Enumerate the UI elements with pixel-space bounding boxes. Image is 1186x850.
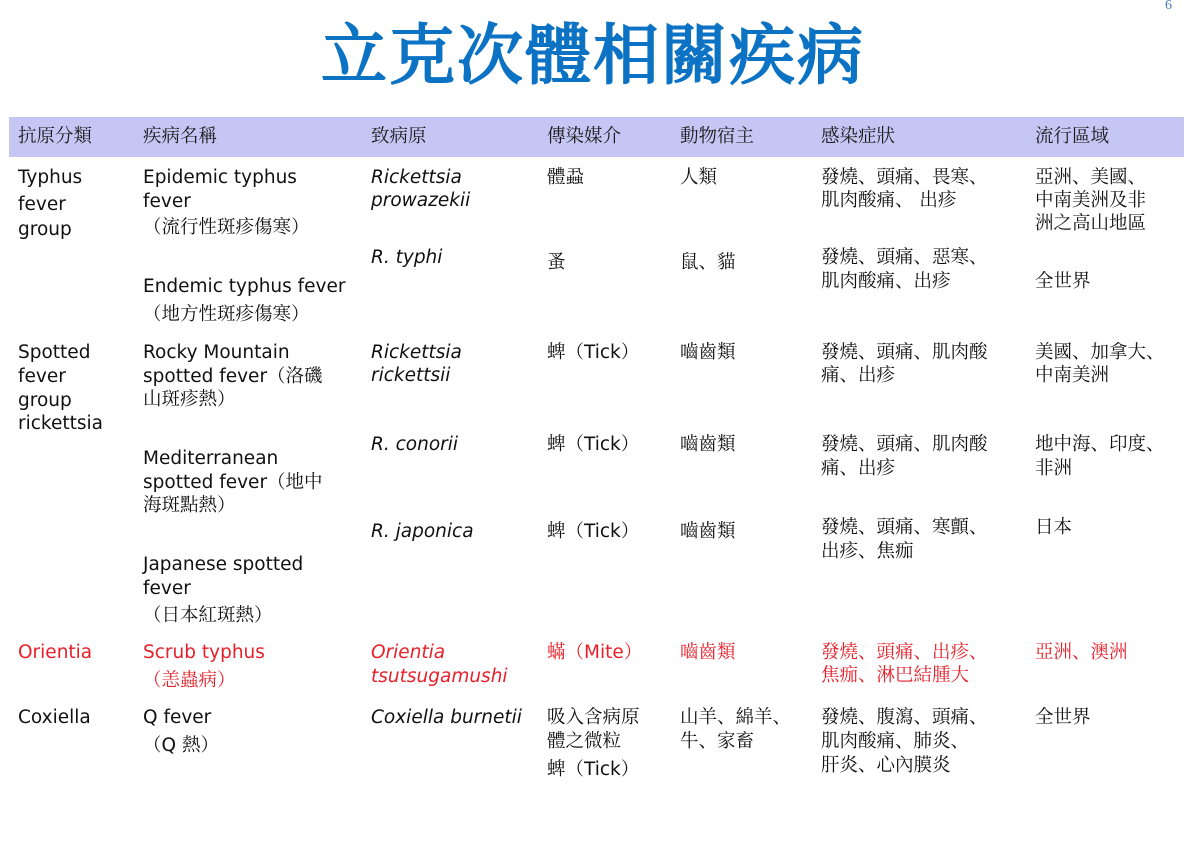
pathogen-line: R. conorii [371, 434, 459, 455]
pathogen-line: R. japonica [371, 521, 474, 542]
symptom-line: 痛、出疹 [821, 365, 896, 386]
vector-line: 體之微粒 [547, 731, 622, 752]
antigen-line: group [18, 390, 72, 411]
antigen-line: rickettsia [18, 413, 103, 434]
host-line: 牛、家畜 [680, 731, 755, 752]
slide-title: 立克次體相關疾病 [321, 17, 865, 94]
symptom-line: 發燒、頭痛、寒顫、 [821, 517, 988, 538]
vector-line: 蟎（Mite） [547, 642, 643, 663]
disease-line: （日本紅斑熱） [143, 605, 273, 626]
disease-line: （Q 熱） [143, 735, 219, 756]
disease-line: Scrub typhus [143, 642, 265, 663]
symptom-line: 發燒、頭痛、肌肉酸 [821, 342, 988, 363]
host-line: 人類 [680, 167, 718, 188]
pathogen-line: Rickettsia [371, 167, 462, 188]
host-line: 鼠、貓 [680, 252, 736, 273]
symptom-line: 發燒、頭痛、惡寒、 [821, 247, 988, 268]
header-pathogen: 致病原 [371, 126, 427, 147]
host-line: 嚙齒類 [680, 434, 736, 455]
symptom-line: 發燒、頭痛、畏寒、 [821, 167, 988, 188]
pathogen-line: prowazekii [371, 190, 471, 211]
region-line: 地中海、印度、 [1035, 434, 1165, 455]
region-line: 亞洲、美國、 [1035, 167, 1147, 188]
header-vector: 傳染媒介 [547, 126, 622, 147]
antigen-line: fever [18, 366, 66, 387]
symptom-line: 肌肉酸痛、出疹 [821, 271, 951, 292]
disease-line: Mediterranean [143, 448, 279, 469]
disease-line: Q fever [143, 707, 212, 728]
disease-line: （流行性斑疹傷寒） [143, 217, 310, 238]
region-line: 非洲 [1035, 458, 1073, 479]
symptom-line: 肝炎、心內膜炎 [821, 755, 951, 776]
host-line: 嚙齒類 [680, 342, 736, 363]
symptom-line: 出疹、焦痂 [821, 541, 914, 562]
region-line: 洲之高山地區 [1035, 213, 1147, 234]
antigen-line: Spotted [18, 342, 91, 363]
disease-line: 海斑點熱） [143, 495, 236, 516]
header-antigen: 抗原分類 [18, 126, 93, 147]
host-line: 山羊、綿羊、 [680, 707, 792, 728]
antigen-line: group [18, 219, 72, 240]
vector-line: 體蝨 [547, 167, 585, 188]
pathogen-line: tsutsugamushi [371, 666, 508, 687]
disease-line: Endemic typhus fever [143, 276, 346, 297]
region-line: 中南美洲 [1035, 365, 1110, 386]
region-line: 全世界 [1035, 271, 1091, 292]
pathogen-line: rickettsii [371, 365, 451, 386]
vector-line: 蚤 [547, 252, 566, 273]
disease-line: 山斑疹熱） [143, 389, 236, 410]
disease-line: fever [143, 578, 191, 599]
vector-line: 吸入含病原 [547, 707, 640, 728]
vector-line: 蜱（Tick） [547, 434, 640, 455]
region-line: 全世界 [1035, 707, 1091, 728]
antigen-line: Coxiella [18, 707, 91, 728]
antigen-line: fever [18, 194, 66, 215]
disease-line: fever [143, 191, 191, 212]
header-host: 動物宿主 [680, 126, 755, 147]
symptom-line: 焦痂、淋巴結腫大 [821, 665, 970, 686]
disease-line: （地方性斑疹傷寒） [143, 304, 310, 325]
region-line: 亞洲、澳洲 [1035, 642, 1128, 663]
antigen-line: Orientia [18, 642, 93, 663]
disease-line: Rocky Mountain [143, 342, 290, 363]
pathogen-line: Orientia [371, 642, 446, 663]
vector-line: 蜱（Tick） [547, 342, 640, 363]
symptom-line: 肌肉酸痛、肺炎、 [821, 731, 970, 752]
host-line: 嚙齒類 [680, 521, 736, 542]
pathogen-line: Rickettsia [371, 342, 462, 363]
symptom-line: 發燒、頭痛、出疹、 [821, 642, 988, 663]
symptom-line: 發燒、腹瀉、頭痛、 [821, 707, 988, 728]
header-disease: 疾病名稱 [143, 126, 218, 147]
region-line: 中南美洲及非 [1035, 190, 1147, 211]
disease-line: Epidemic typhus [143, 167, 297, 188]
symptom-line: 發燒、頭痛、肌肉酸 [821, 434, 988, 455]
header-symptoms: 感染症狀 [821, 126, 896, 147]
slide-number: 6 [1165, 0, 1172, 13]
disease-line: spotted fever（地中 [143, 472, 323, 493]
vector-line: 蜱（Tick） [547, 759, 640, 780]
header-region: 流行區域 [1035, 126, 1110, 147]
symptom-line: 痛、出疹 [821, 458, 896, 479]
disease-line: Japanese spotted [143, 554, 304, 575]
disease-line: spotted fever（洛磯 [143, 366, 323, 387]
pathogen-line: R. typhi [371, 247, 443, 268]
region-line: 美國、加拿大、 [1035, 342, 1165, 363]
region-line: 日本 [1035, 517, 1073, 538]
symptom-line: 肌肉酸痛、 出疹 [821, 190, 957, 211]
disease-line: （恙蟲病） [143, 670, 236, 691]
vector-line: 蜱（Tick） [547, 521, 640, 542]
antigen-line: Typhus [18, 167, 83, 188]
host-line: 嚙齒類 [680, 642, 736, 663]
pathogen-line: Coxiella burnetii [371, 707, 522, 728]
